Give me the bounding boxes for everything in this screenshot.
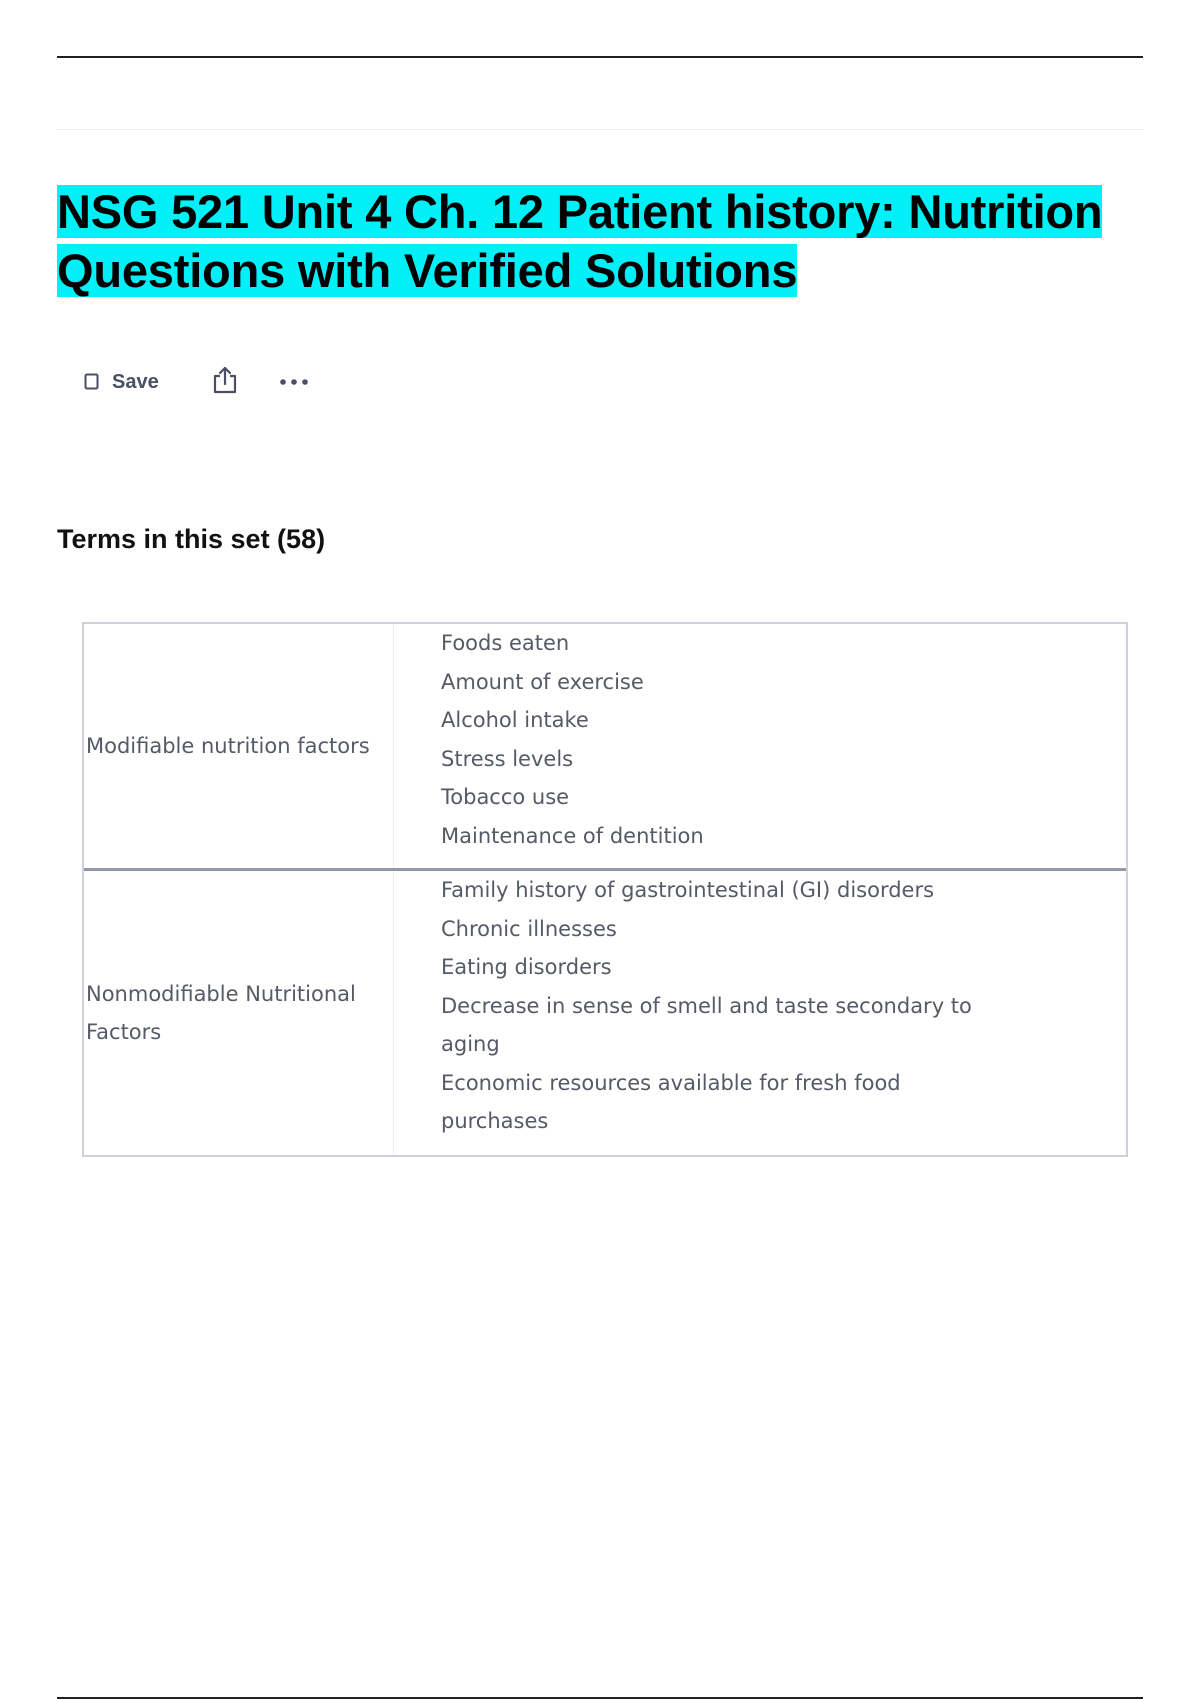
definition-line: Tobacco use [441,785,570,809]
top-rule [57,56,1143,58]
term-definition [394,871,1126,1155]
more-options-button[interactable] [279,373,309,391]
bookmark-icon [84,373,100,391]
definition-line: Decrease in sense of smell and taste secondary to aging [441,993,972,1056]
save-label: Save [112,370,159,393]
definition-line: Alcohol intake [441,708,589,732]
bottom-rule [57,1697,1143,1699]
more-icon [279,373,309,391]
term-word [84,624,394,868]
page-title [57,182,1157,300]
title-highlight: NSG 521 Unit 4 Ch. 12 Patient history: Nutrition Questions with Verified Solutions [57,185,1103,297]
term-card[interactable] [84,624,1126,868]
definition-line: Chronic illnesses [441,916,617,941]
term-word-text: Nonmodifiable Nutritional Factors [86,982,356,1044]
term-definition [394,624,1126,868]
terms-heading: Terms in this set (58) [57,524,326,554]
definition-line: Eating disorders [441,955,612,979]
definition-line: Stress levels [441,746,574,771]
save-button[interactable] [84,371,159,394]
definition-line: Family history of gastrointestinal (GI) disorders [441,878,935,902]
term-card[interactable] [84,868,1126,1155]
header-divider [57,129,1143,130]
share-icon [211,365,239,400]
definition-line: Maintenance of dentition [441,823,704,848]
definition-line: Economic resources available for fresh food purchases [441,1070,901,1133]
share-button[interactable] [211,365,239,400]
toolbar [84,364,309,400]
definition-line: Amount of exercise [441,669,644,694]
term-word [84,871,394,1155]
terms-list [82,622,1128,1157]
definition-line: Foods eaten [441,631,570,655]
term-word-text: Modifiable nutrition factors [86,734,370,758]
